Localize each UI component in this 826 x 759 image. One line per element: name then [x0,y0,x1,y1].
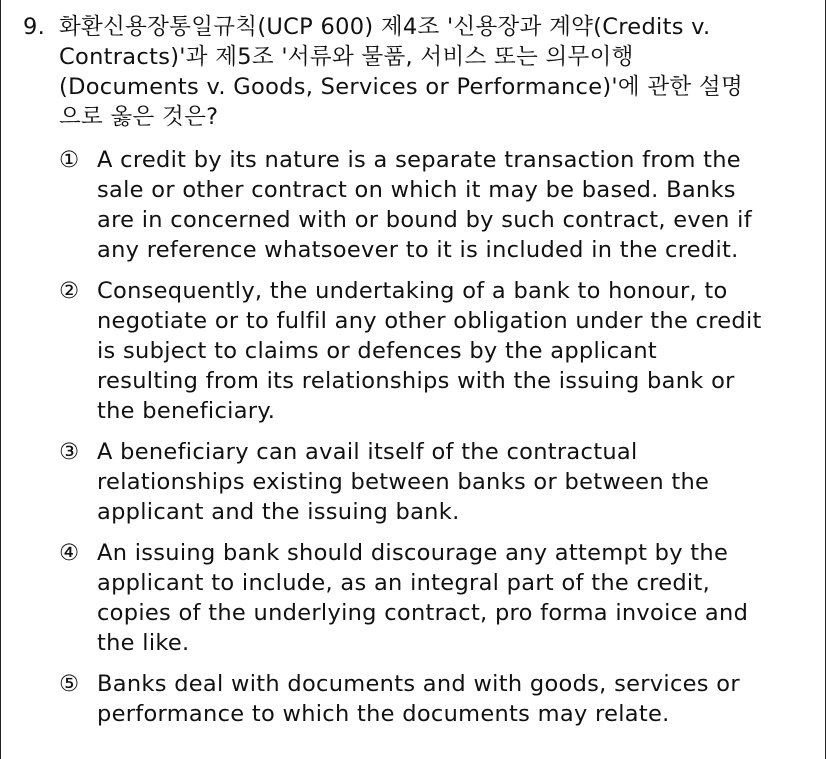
option-marker: ② [59,278,80,304]
option-text: An issuing bank should discourage any attempt by the applicant to include, as an integral part of the credit, copies of the underlying contract, pro forma invoice and the like. [97,540,749,656]
question-number: 9. [23,14,46,40]
option-3[interactable] [59,437,764,527]
option-text: A credit by its nature is a separate transaction from the sale or other contract on which it may be based. Banks are in concerned with or bound by such contract, even if any reference whatsoever to it is included in the credit. [97,147,752,263]
question-block [23,12,763,132]
option-marker: ① [59,147,80,173]
option-4[interactable] [59,538,764,658]
option-text: A beneficiary can avail itself of the contractual relationships existing between banks or between the applicant and the issuing bank. [97,439,710,525]
answer-options [59,145,764,740]
option-marker: ③ [59,439,80,465]
question-text: 화환신용장통일규칙(UCP 600) 제4조 '신용장과 계약(Credits v. Contracts)'과 제5조 '서류와 물품, 서비스 또는 의무이행 (Documents v. Goods, Services or Performance)'에 관한 설명으로 옳은 것은? [59,14,743,130]
option-1[interactable] [59,145,764,265]
option-marker: ④ [59,540,80,566]
option-text: Banks deal with documents and with goods, services or performance to which the documents may relate. [97,671,740,727]
option-text: Consequently, the undertaking of a bank to honour, to negotiate or to fulfil any other obligation under the credit is subject to claims or defences by the applicant resulting from its relationships with the issuing bank or the beneficiary. [97,278,762,424]
option-marker: ⑤ [59,671,80,697]
option-2[interactable] [59,276,764,426]
option-5[interactable] [59,669,764,729]
